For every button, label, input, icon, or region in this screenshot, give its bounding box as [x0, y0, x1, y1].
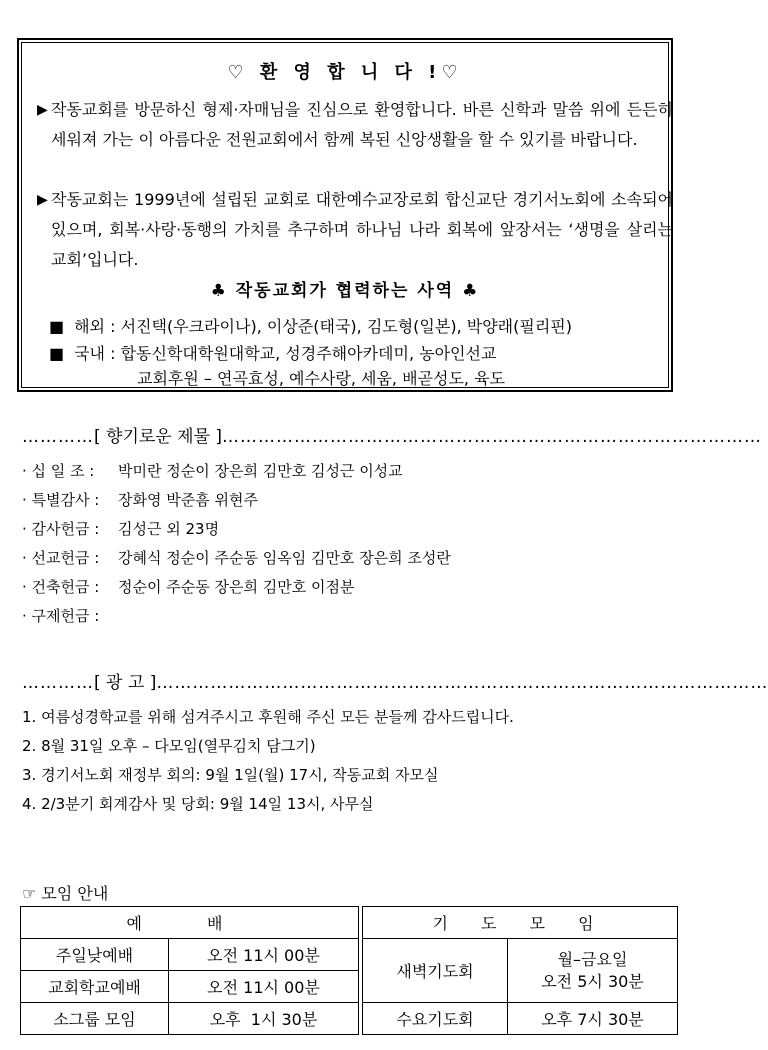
worship-name: 소그룹 모임 — [21, 1003, 169, 1035]
offering-label: · 감사헌금 : — [22, 520, 100, 538]
offering-item — [22, 489, 258, 510]
ad-item: 4. 2/3분기 회계감사 및 당회: 9월 14일 13시, 사무실 — [22, 795, 374, 813]
prayer-name: 새벽기도회 — [363, 939, 508, 1003]
offerings-heading — [22, 422, 763, 447]
offering-value: 정순이 주순동 장은희 김만호 이점분 — [118, 578, 355, 596]
ministry-title: ♣ 작동교회가 협력하는 사역 ♣ — [210, 281, 480, 301]
worship-time: 오후 1시 30분 — [169, 1003, 359, 1035]
offering-item — [22, 547, 451, 568]
offering-item — [22, 518, 219, 539]
meetings-table — [20, 906, 678, 1035]
ad-item: 2. 8월 31일 오후 – 다모임(열무김치 담그기) — [22, 737, 316, 755]
offering-label: · 특별감사 : — [22, 491, 100, 509]
prayer-header: 기 도 모 임 — [363, 907, 678, 939]
offering-value: 장화영 박준흠 위현주 — [118, 491, 258, 509]
offering-value: 박미란 정순이 장은희 김만호 김성근 이성교 — [118, 462, 403, 480]
worship-time: 오전 11시 00분 — [169, 971, 359, 1003]
ministry-domestic-row-2: 교회후원 – 연곡효성, 예수사랑, 세움, 배곧성도, 육도 — [137, 369, 505, 388]
prayer-time-line-1: 월–금요일 — [557, 949, 628, 969]
worship-time: 오전 11시 00분 — [169, 939, 359, 971]
square-bullet-icon: ■ — [49, 344, 65, 363]
ads-heading — [22, 668, 768, 693]
offering-label: · 구제헌금 : — [22, 607, 100, 625]
offering-value: 강혜식 정순이 주순동 임옥임 김만호 장은희 조성란 — [118, 549, 451, 567]
offerings-heading-text: [ 향기로운 제물 ] — [94, 427, 223, 447]
welcome-box — [17, 38, 673, 392]
overseas-value: 서진택(우크라이나), 이상준(태국), 김도형(일본), 박양래(필리핀) — [120, 317, 572, 336]
ads-trail-dots: ………………………………………………………………………………………… — [156, 673, 768, 693]
offering-item — [22, 576, 354, 597]
welcome-paragraph-2-text: 작동교회는 1999년에 설립된 교회로 대한예수교장로회 합신교단 경기서노회에 소속되어 있으며, 회복·사랑·동행의 가치를 추구하며 하나님 나라 회복에 앞장서는 ‘생명을 살리는 교회’입니다. — [51, 190, 673, 269]
domestic-label: 국내 : — [74, 344, 116, 363]
prayer-time-line-2: 오전 5시 30분 — [541, 971, 644, 991]
ad-item: 3. 경기서노회 재정부 회의: 9월 1일(월) 17시, 작동교회 자모실 — [22, 766, 439, 784]
offering-item — [22, 460, 403, 481]
ad-item: 1. 여름성경학교를 위해 섬겨주시고 후원해 주신 모든 분들께 감사드립니다. — [22, 708, 514, 726]
square-bullet-icon: ■ — [49, 317, 65, 336]
table-header-row — [21, 907, 678, 939]
triangle-bullet-icon: ▶ — [37, 102, 48, 118]
offerings-trail-dots: ……………………………………………………………………………… — [222, 427, 763, 447]
prayer-name: 수요기도회 — [363, 1003, 508, 1035]
prayer-time — [508, 939, 678, 1003]
ads-lead-dots: ………… — [22, 673, 94, 693]
overseas-label: 해외 : — [74, 317, 116, 336]
ministry-domestic-row — [49, 341, 496, 364]
table-row — [21, 1003, 678, 1035]
offering-label: · 건축헌금 : — [22, 578, 100, 596]
offering-value: 김성근 외 23명 — [118, 520, 220, 538]
worship-name: 교회학교예배 — [21, 971, 169, 1003]
offering-label: · 십 일 조 : — [22, 462, 95, 480]
triangle-bullet-icon: ▶ — [37, 192, 48, 208]
worship-header: 예 배 — [21, 907, 359, 939]
offering-item — [22, 605, 118, 626]
welcome-paragraph-1-text: 작동교회를 방문하신 형제·자매님을 진심으로 환영합니다. 바른 신학과 말씀 위에 든든히 세워져 가는 이 아름다운 전원교회에서 함께 복된 신앙생활을 할 수 있기를 바랍니다. — [51, 100, 673, 149]
worship-name: 주일낮예배 — [21, 939, 169, 971]
welcome-paragraph-2 — [37, 185, 673, 275]
welcome-paragraph-1 — [37, 95, 673, 155]
ministry-overseas-row — [49, 314, 572, 337]
prayer-time: 오후 7시 30분 — [508, 1003, 678, 1035]
offerings-lead-dots: ………… — [22, 427, 94, 447]
table-row — [21, 939, 678, 971]
welcome-title: ♡ 환 영 합 니 다 !♡ — [227, 62, 463, 83]
meetings-heading: ☞ 모임 안내 — [22, 884, 109, 903]
ads-heading-text: [ 광 고 ] — [94, 673, 157, 693]
offering-label: · 선교헌금 : — [22, 549, 100, 567]
domestic-value: 합동신학대학원대학교, 성경주해아카데미, 농아인선교 — [120, 344, 497, 363]
